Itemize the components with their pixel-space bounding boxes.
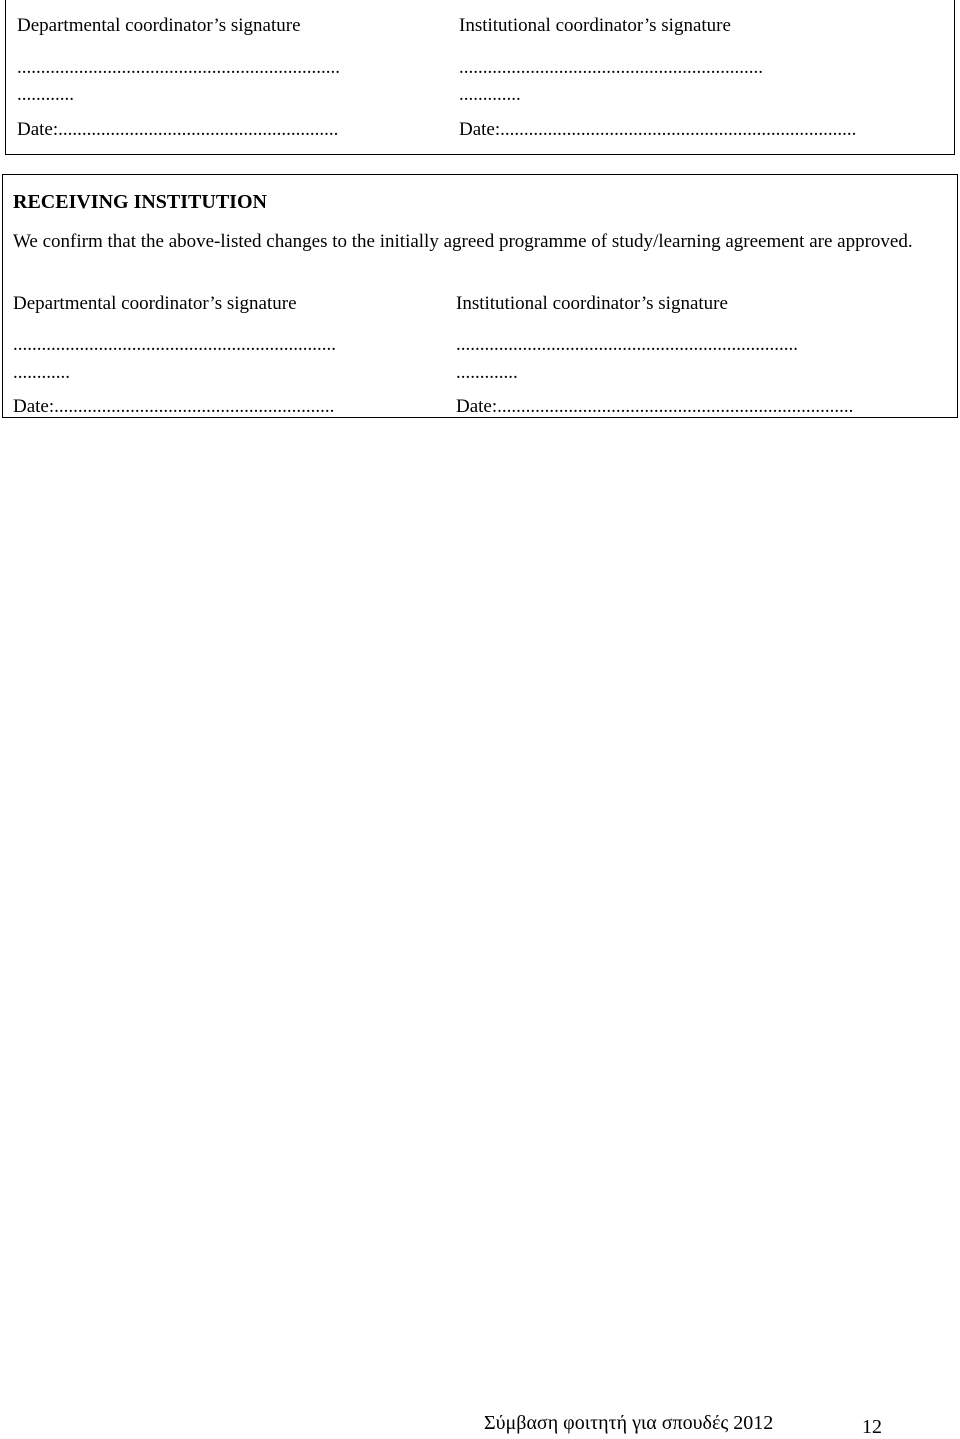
receiving-departmental-signature-label: Departmental coordinator’s signature: [13, 293, 297, 314]
sending-departmental-date: [17, 119, 338, 141]
receiving-departmental-date: [13, 396, 334, 418]
sending-institutional-date-label: Date:: [459, 119, 501, 140]
receiving-institutional-signature-label: Institutional coordinator’s signature: [456, 293, 728, 314]
receiving-institutional-signature-line-cont: .............: [456, 362, 518, 383]
receiving-departmental-date-label: Date:: [13, 396, 55, 417]
footer-document-title: Σύμβαση φοιτητή για σπουδές 2012: [484, 1412, 774, 1434]
sending-institutional-signature-line-cont: .............: [459, 84, 521, 105]
sending-institutional-signature-line: ................................................................: [459, 57, 763, 78]
receiving-confirmation-text: We confirm that the above-listed changes to the initially agreed programme of study/learning agreement are approved.: [13, 231, 913, 252]
receiving-institutional-date-label: Date:: [456, 396, 498, 417]
receiving-departmental-signature-line: ....................................................................: [13, 334, 336, 355]
sending-departmental-signature-line: ....................................................................: [17, 57, 340, 78]
sending-departmental-date-line: ...........................................................: [58, 119, 339, 140]
receiving-departmental-date-line: ...........................................................: [54, 396, 335, 417]
receiving-institutional-date: [456, 396, 853, 418]
receiving-institution-heading: RECEIVING INSTITUTION: [13, 191, 267, 213]
sending-institutional-date: [459, 119, 856, 141]
sending-institutional-signature-label: Institutional coordinator’s signature: [459, 15, 731, 36]
sending-institutional-date-line: ...........................................................................: [500, 119, 857, 140]
receiving-institutional-date-line: ...........................................................................: [497, 396, 854, 417]
receiving-departmental-signature-line-cont: ............: [13, 362, 70, 383]
sending-departmental-signature-line-cont: ............: [17, 84, 74, 105]
sending-departmental-date-label: Date:: [17, 119, 59, 140]
footer-page-number: 12: [862, 1416, 882, 1438]
sending-departmental-signature-label: Departmental coordinator’s signature: [17, 15, 301, 36]
receiving-institutional-signature-line: ........................................................................: [456, 334, 798, 355]
